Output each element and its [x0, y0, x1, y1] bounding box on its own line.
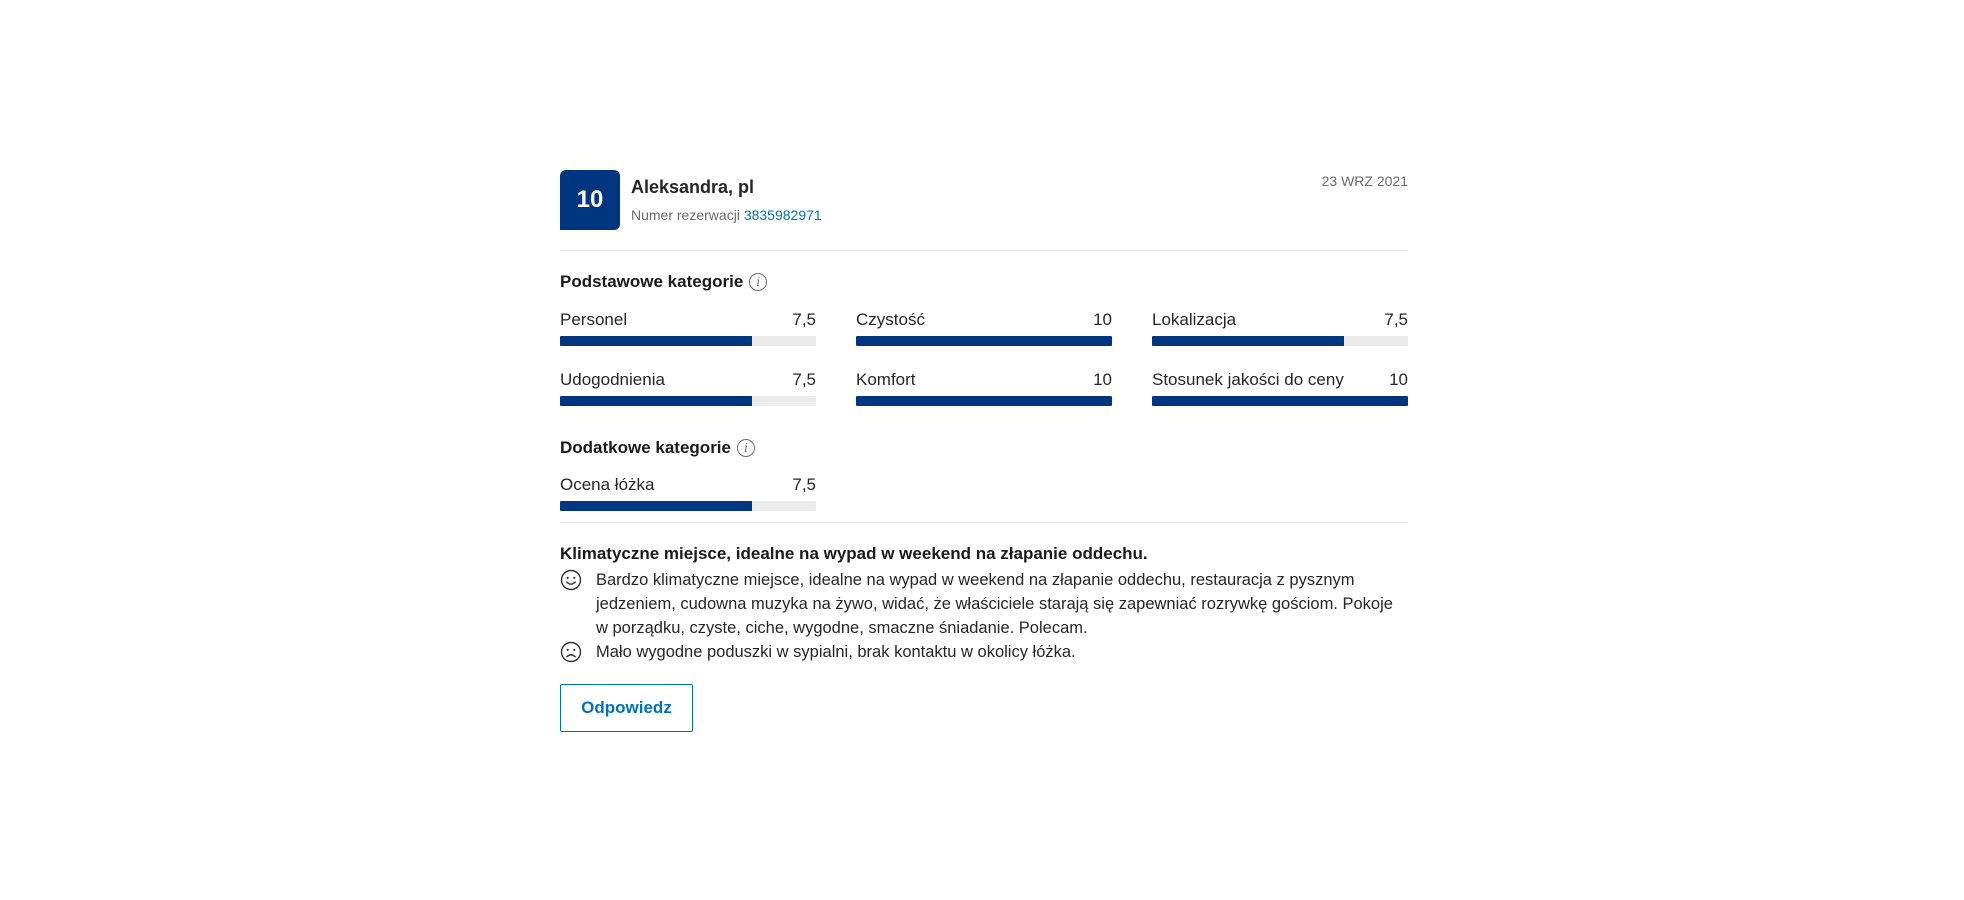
categories-divider — [560, 522, 1408, 523]
category-score: 10 — [1389, 370, 1408, 389]
score-bar-track — [560, 501, 816, 511]
review-title: Klimatyczne miejsce, idealne na wypad w weekend na złapanie oddechu. — [560, 544, 1148, 563]
category-label: Lokalizacja — [1152, 310, 1237, 329]
score-badge: 10 — [560, 170, 620, 230]
category-score: 10 — [1093, 370, 1112, 389]
category-score: 7,5 — [792, 310, 816, 329]
review-date: 23 WRZ 2021 — [1321, 173, 1408, 189]
category-lokalizacja — [1152, 310, 1408, 350]
score-bar-track — [856, 396, 1112, 406]
category-komfort — [856, 370, 1112, 410]
negative-review — [560, 640, 1408, 668]
info-icon[interactable]: i — [737, 439, 755, 457]
score-bar-fill — [560, 336, 752, 346]
score-bar-fill — [560, 501, 752, 511]
booking-number[interactable]: 3835982971 — [743, 207, 822, 223]
category-udogodnienia — [560, 370, 816, 410]
info-icon[interactable]: i — [749, 273, 767, 291]
category-label: Czystość — [856, 310, 925, 329]
score-bar-fill — [856, 396, 1112, 406]
extra-categories-heading — [560, 438, 755, 458]
extra-categories-title: Dodatkowe kategorie — [560, 438, 731, 457]
smile-icon — [560, 568, 582, 640]
category-score: 10 — [1093, 310, 1112, 329]
positive-review — [560, 568, 1408, 640]
category-label: Stosunek jakości do ceny — [1152, 370, 1344, 389]
category-czystosc — [856, 310, 1112, 350]
category-label: Udogodnienia — [560, 370, 665, 389]
category-score: 7,5 — [1384, 310, 1408, 329]
basic-categories-heading — [560, 272, 767, 292]
basic-categories-title: Podstawowe kategorie — [560, 272, 744, 291]
category-label: Ocena łóżka — [560, 475, 655, 494]
category-personel — [560, 310, 816, 350]
reviewer-name: Aleksandra, pl — [631, 177, 755, 197]
negative-text: Mało wygodne poduszki w sypialni, brak kontaktu w okolicy łóżka. — [596, 643, 1076, 661]
score-bar-fill — [1152, 336, 1344, 346]
score-bar-fill — [856, 336, 1112, 346]
positive-text: Bardzo klimatyczne miejsce, idealne na wypad w weekend na złapanie oddechu, restauracja z pysznym jedzeniem, cudowna muzyka na żywo, widać, że właściciele starają się zapewniać rozrywkę gościom. Pokoje w porządku, czyste, ciche, wygodne, smaczne śniadanie. Polecam. — [596, 571, 1393, 637]
score-bar-track — [1152, 396, 1408, 406]
header-divider — [560, 250, 1408, 251]
booking-label: Numer rezerwacji — [631, 207, 740, 223]
score-bar-fill — [1152, 396, 1408, 406]
score-bar-fill — [560, 396, 752, 406]
reply-button[interactable]: Odpowiedz — [560, 684, 693, 732]
category-label: Personel — [560, 310, 628, 329]
frown-icon — [560, 640, 582, 668]
category-score: 7,5 — [792, 475, 816, 494]
category-label: Komfort — [856, 370, 916, 389]
category-score: 7,5 — [792, 370, 816, 389]
score-bar-track — [1152, 336, 1408, 346]
score-bar-track — [560, 336, 816, 346]
score-bar-track — [560, 396, 816, 406]
score-bar-track — [856, 336, 1112, 346]
category-stosunek-jakosci — [1152, 370, 1408, 410]
booking-line — [631, 207, 822, 223]
category-ocena-lozka — [560, 475, 816, 515]
